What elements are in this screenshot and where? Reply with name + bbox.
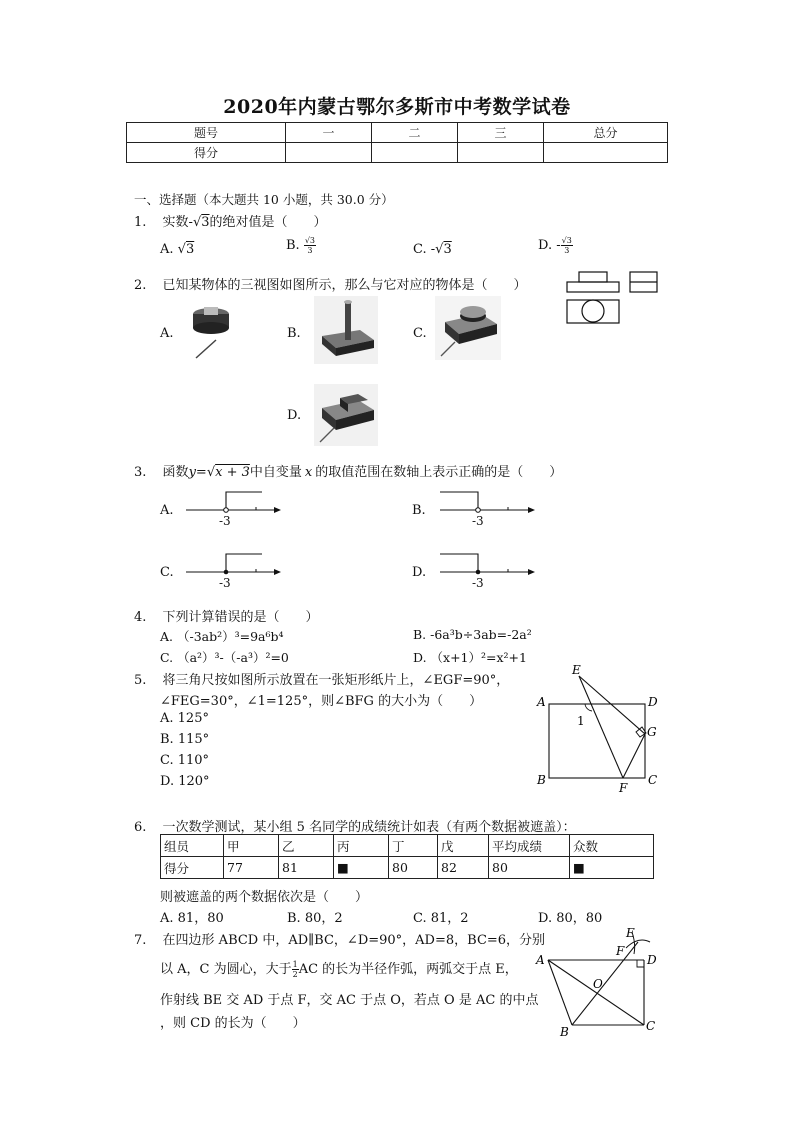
question-number: 5. [134, 673, 147, 688]
label-a: A [537, 695, 546, 709]
table-cell [372, 143, 458, 163]
question-number: 3. [134, 465, 147, 480]
variable: x [304, 465, 313, 480]
label-f: F [619, 781, 628, 795]
table-cell: 得分 [161, 857, 224, 879]
fraction [561, 236, 573, 255]
question-6 [134, 816, 576, 835]
numerator: √3 [561, 236, 572, 245]
option-b[interactable]: B. -6a³b÷3ab=-2a² [413, 627, 532, 642]
table-cell: 80 [389, 857, 438, 879]
option-c[interactable]: C. [413, 326, 427, 341]
table-cell: 众数 [570, 835, 654, 857]
option-b[interactable]: B. 80，2 [287, 911, 343, 926]
question-number: 6. [134, 820, 147, 835]
tick-label: -3 [472, 514, 484, 528]
table-cell: 得分 [127, 143, 286, 163]
denominator: 3 [307, 246, 313, 255]
option-label: B. [286, 238, 300, 253]
label-e: E [572, 663, 581, 677]
question-text: 函数 [162, 465, 189, 480]
label-d: D [648, 695, 658, 709]
label-b: B [560, 1025, 569, 1039]
question-text: 一次数学测试，某小组 5 名同学的成绩统计如表（有两个数据被遮盖）： [162, 820, 576, 835]
option-d[interactable]: D. [287, 408, 302, 423]
table-cell: ■ [570, 857, 654, 879]
option-b[interactable]: B. 115° [160, 732, 210, 747]
table-cell: 戊 [438, 835, 489, 857]
numerator: √3 [304, 236, 316, 245]
number-line-c [186, 550, 286, 592]
question-number: 7. [134, 933, 147, 948]
question-text-part: 以 A，C 为圆心，大于 [160, 962, 292, 977]
option-a[interactable]: A. 125° [160, 711, 209, 726]
option-a[interactable]: A. [160, 503, 174, 518]
option-c[interactable]: C. [160, 565, 174, 580]
score-table [126, 122, 668, 163]
label-c: C [648, 773, 658, 787]
question-text: 的绝对值是（ ） [209, 215, 327, 230]
radicand: 3 [185, 242, 195, 257]
question-text-part: AC 的长为半径作弧，两弧交于点 E， [298, 962, 518, 977]
label-a: A [536, 953, 545, 967]
tick-label: -3 [472, 576, 484, 590]
tick-label: -3 [219, 576, 231, 590]
option-c[interactable]: C. （a²）³-（-a³）²=0 [160, 650, 289, 665]
geometry-figure-q5 [535, 664, 665, 794]
option-a[interactable]: A. 81，80 [160, 911, 224, 926]
table-cell [458, 143, 544, 163]
option-a[interactable]: A. [160, 326, 174, 341]
function-name: y= [188, 465, 207, 480]
label-b: B [537, 773, 546, 787]
section-heading: 一、选择题（本大题共 10 小题，共 30.0 分） [134, 192, 394, 207]
label-angle-1: 1 [577, 714, 585, 728]
table-cell: ■ [334, 857, 389, 879]
option-c[interactable] [413, 242, 452, 257]
table-cell: 题号 [127, 123, 286, 143]
table-cell: 一 [286, 123, 372, 143]
question-number: 4. [134, 610, 147, 625]
question-3 [134, 461, 562, 480]
table-row [161, 857, 654, 879]
geometry-figure-q7 [534, 924, 664, 1040]
label-f: F [616, 944, 625, 958]
number-line-b [440, 488, 540, 530]
denominator: 3 [564, 246, 570, 255]
question-number: 2. [134, 278, 147, 293]
object-c-image [435, 296, 501, 360]
option-d[interactable]: D. （x+1）²=x²+1 [413, 650, 527, 665]
question-text: ∠FEG=30°，∠1=125°，则∠BFG 的大小为（ ） [160, 694, 483, 709]
question-7 [134, 929, 545, 948]
object-b-image [314, 296, 378, 364]
question-2 [134, 274, 527, 293]
option-d[interactable] [538, 236, 573, 255]
label-c: C [646, 1019, 656, 1033]
option-label: C. [413, 242, 427, 257]
table-cell: 81 [279, 857, 334, 879]
option-d[interactable]: D. 120° [160, 774, 210, 789]
option-label: A. [160, 242, 174, 257]
table-cell [544, 143, 668, 163]
question-1 [134, 211, 327, 230]
sqrt-sign: √ [206, 465, 216, 480]
option-label: D. [538, 238, 553, 253]
question-4 [134, 606, 319, 625]
question-text: 的取值范围在数轴上表示正确的是（ ） [315, 465, 563, 480]
option-d[interactable]: D. [412, 565, 427, 580]
sqrt-sign: √ [177, 242, 186, 257]
radicand: x + 3 [215, 465, 250, 480]
question-text: 则被遮盖的两个数据依次是（ ） [160, 890, 369, 905]
score-stats-table [160, 834, 654, 879]
question-text: 已知某物体的三视图如图所示，那么与它对应的物体是（ ） [162, 278, 527, 293]
question-number: 1. [134, 215, 147, 230]
table-cell: 82 [438, 857, 489, 879]
numerator: 1 [292, 960, 298, 969]
table-row [127, 143, 668, 163]
table-row [127, 123, 668, 143]
object-a-image [186, 304, 236, 362]
table-row [161, 835, 654, 857]
tick-label: -3 [219, 514, 231, 528]
fraction [304, 236, 316, 255]
option-b[interactable]: B. [287, 326, 301, 341]
label-o: O [593, 977, 603, 991]
table-cell: 二 [372, 123, 458, 143]
minus-sign: - [430, 242, 436, 257]
label-g: G [647, 725, 657, 739]
label-d: D [647, 953, 657, 967]
question-text: 作射线 BE 交 AD 于点 F，交 AC 于点 O，若点 O 是 AC 的中点 [160, 993, 539, 1008]
denominator: 2 [292, 970, 298, 979]
table-cell [286, 143, 372, 163]
page-title: 2020年内蒙古鄂尔多斯市中考数学试卷 [223, 96, 571, 118]
question-text: 中自变量 [249, 465, 302, 480]
table-cell: 甲 [224, 835, 279, 857]
option-b[interactable] [286, 236, 316, 255]
option-c[interactable]: C. 110° [160, 753, 210, 768]
option-b[interactable]: B. [412, 503, 426, 518]
table-cell: 三 [458, 123, 544, 143]
table-cell: 总分 [544, 123, 668, 143]
question-text: 将三角尺按如图所示放置在一张矩形纸片上，∠EGF=90°， [162, 673, 510, 688]
radicand: 3 [443, 242, 452, 257]
three-view-figure [565, 270, 660, 326]
question-text: 下列计算错误的是（ ） [162, 610, 319, 625]
fraction-half [292, 960, 299, 979]
table-cell: 80 [489, 857, 570, 879]
option-a[interactable]: A. （-3ab²）³=9a⁶b⁴ [160, 629, 284, 644]
label-e: E [626, 926, 635, 940]
option-a[interactable] [160, 242, 194, 257]
sqrt-sign: √ [192, 215, 202, 230]
number-line-d [440, 550, 540, 592]
question-text [160, 958, 518, 979]
table-cell: 丁 [389, 835, 438, 857]
sqrt-sign: √ [435, 242, 444, 257]
question-5 [134, 669, 509, 688]
number-line-a [186, 488, 286, 530]
table-cell: 77 [224, 857, 279, 879]
table-cell: 组员 [161, 835, 224, 857]
radicand: 3 [201, 215, 210, 230]
question-text: 实数- [162, 215, 193, 230]
question-text: ，则 CD 的长为（ ） [160, 1016, 306, 1031]
option-c[interactable]: C. 81，2 [413, 911, 469, 926]
minus-sign: - [556, 238, 561, 253]
table-cell: 平均成绩 [489, 835, 570, 857]
table-cell: 乙 [279, 835, 334, 857]
option-d[interactable]: D. 80，80 [538, 911, 603, 926]
table-cell: 丙 [334, 835, 389, 857]
question-text: 在四边形 ABCD 中，AD∥BC，∠D=90°，AD=8，BC=6，分别 [162, 933, 546, 948]
object-d-image [314, 384, 378, 446]
